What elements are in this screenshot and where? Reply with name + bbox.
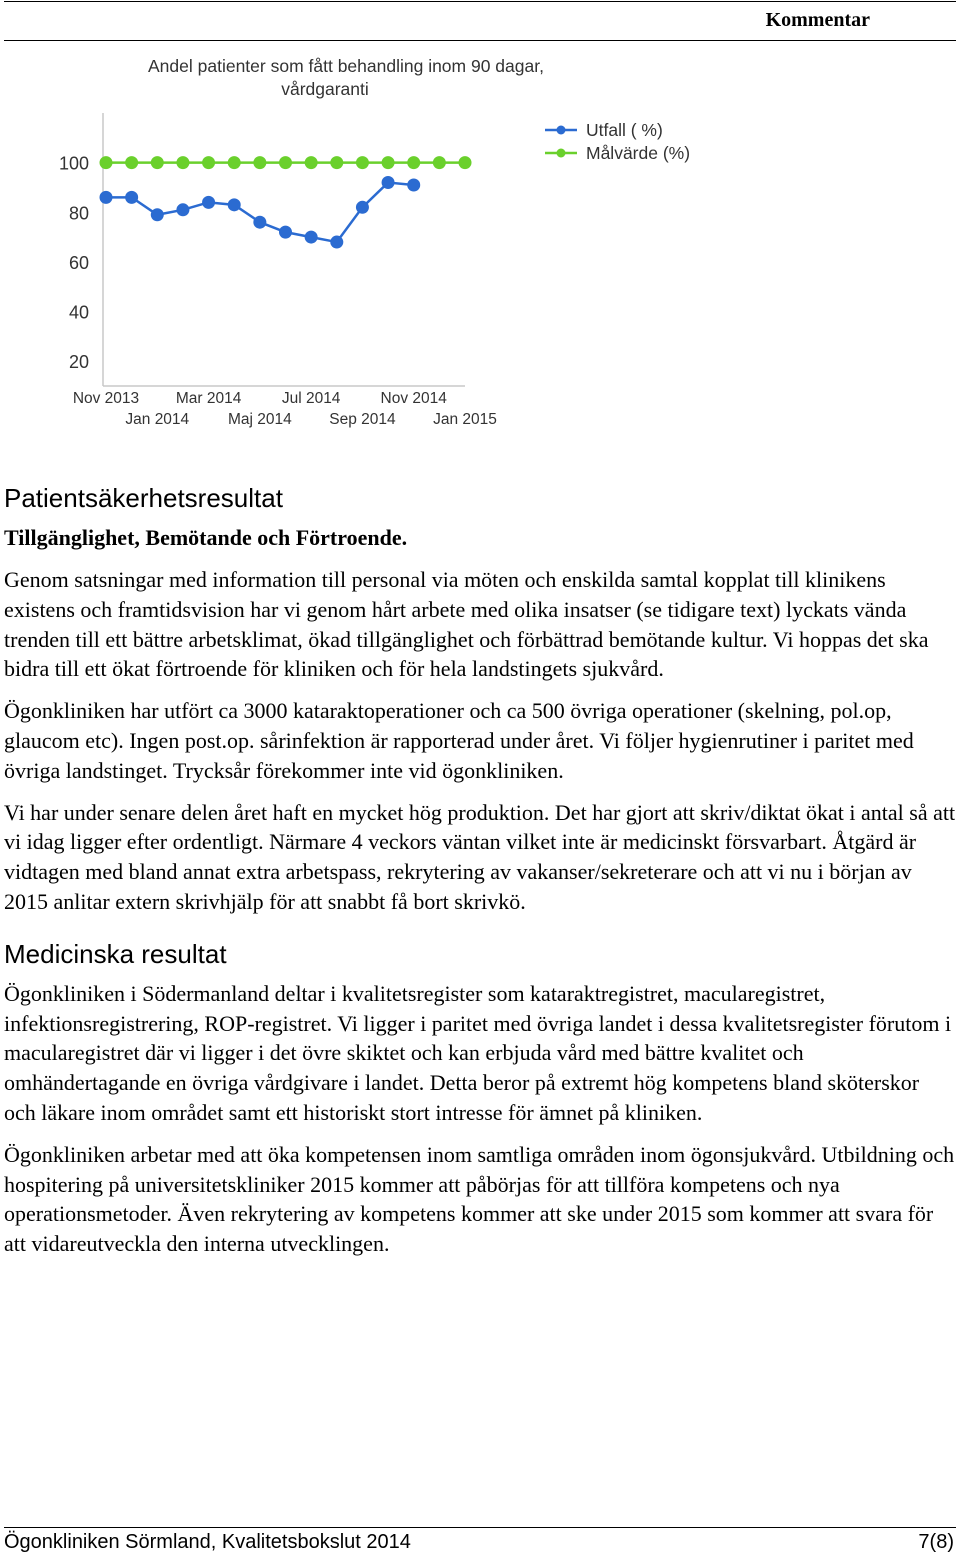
data-point [330, 156, 343, 169]
data-point [253, 216, 266, 229]
data-point [176, 203, 189, 216]
y-tick-label: 20 [68, 352, 89, 373]
y-tick-label: 100 [58, 153, 89, 174]
paragraph: Ögonkliniken arbetar med att öka kompetensen inom samtliga områden inom ögonsjukvård. Utbildning och hospitering på universitetskliniker 2015 kommer att påbörjas för att tillföra kompetens och nya operationsmetoder. Även rekrytering av kompetens kommer att ske under 2015 som kommer att svara för att vidareutveckla den interna utvecklingen. [4, 1141, 955, 1257]
y-tick-label: 60 [68, 252, 89, 273]
data-point [305, 231, 318, 244]
data-point [382, 176, 395, 189]
data-point [228, 156, 241, 169]
x-tick-label: Jan 2014 [125, 411, 190, 428]
data-point [459, 156, 472, 169]
data-point [125, 156, 138, 169]
legend-label: Målvärde (%) [586, 143, 691, 163]
data-point [202, 156, 215, 169]
data-point [151, 208, 164, 221]
x-tick-label: Mar 2014 [175, 390, 242, 407]
header-rule [4, 40, 956, 41]
data-point [151, 156, 164, 169]
data-point [202, 196, 215, 209]
legend-label: Utfall ( %) [586, 120, 663, 140]
waiting-time-chart [40, 48, 720, 448]
paragraph: Ögonkliniken i Södermanland deltar i kvalitetsregister som kataraktregistret, macularegistret, infektionsregistrering, ROP-registret. Vi ligger i paritet med övriga landet i dessa kvalitetsregister förutom i macularegistret där vi ligger i det övre skiktet och kan erbjuda vård med bättre kvalitet och omhändertagande en övriga vårdgivare i landet. Detta beror på extremt hög kompetens bland sköterskor och läkare inom området samt ett historiskt stort intresse för ämnet på kliniken. [4, 980, 952, 1125]
data-point [433, 156, 446, 169]
data-point [305, 156, 318, 169]
x-tick-label: Maj 2014 [227, 411, 292, 428]
data-point [407, 178, 420, 191]
chart-title [148, 56, 544, 99]
legend-swatch-dot [557, 126, 566, 135]
x-tick-label: Jul 2014 [281, 390, 341, 407]
top-rule [4, 1, 956, 2]
header-label: Kommentar [765, 9, 870, 31]
data-point [176, 156, 189, 169]
y-tick-label: 40 [68, 302, 89, 323]
page-number: 7(8) [918, 1531, 954, 1553]
data-point [228, 198, 241, 211]
section-medicinska-resultat [4, 937, 956, 1259]
chart-title-line: Andel patienter som fått behandling inom 90 dagar, [148, 56, 544, 76]
data-point [279, 156, 292, 169]
section-heading: Patientsäkerhetsresultat [4, 483, 283, 513]
x-tick-label: Nov 2013 [72, 390, 140, 407]
y-tick-label: 80 [68, 203, 89, 224]
x-axis [73, 386, 497, 428]
data-point [100, 191, 113, 204]
x-tick-label: Jan 2015 [433, 411, 497, 428]
x-tick-label: Sep 2014 [329, 411, 396, 428]
section-heading: Medicinska resultat [4, 938, 227, 969]
paragraph: Genom satsningar med information till personal via möten och enskilda samtal kopplat till klinikens existens och framtidsvision har vi genom hårt arbete med olika insatser (se tidigare text) lyckats vända trenden till ett bättre arbetsklimat, ökad tillgänglighet och förbättrad bemötande kultur. Vi hoppas det ska bidra till ett ökat förtroende för kliniken och för hela landstingets sjukvård. [4, 567, 929, 682]
section-patientsakerhet [4, 481, 956, 917]
series-layer [100, 156, 472, 248]
data-point [356, 156, 369, 169]
data-point [279, 226, 292, 239]
document-body [4, 481, 956, 1271]
data-point [382, 156, 395, 169]
section-subheading: Tillgänglighet, Bemötande och Förtroende. [4, 525, 408, 550]
data-point [356, 201, 369, 214]
y-axis [59, 113, 103, 386]
data-point [125, 191, 138, 204]
footer-rule [4, 1527, 956, 1528]
footer-title: Ögonkliniken Sörmland, Kvalitetsbokslut 2014 [4, 1531, 411, 1553]
x-tick-label: Nov 2014 [380, 390, 447, 407]
paragraph: Ögonkliniken har utfört ca 3000 kataraktoperationer och ca 500 övriga operationer (skelning, pol.op, glaucom etc). Ingen post.op. sårinfektion är rapporterad under året. Vi följer hygienrutiner i paritet med övriga landstinget. Trycksår förekommer inte vid ögonkliniken. [4, 698, 914, 783]
legend-swatch-dot [557, 149, 566, 158]
chart-legend [545, 120, 690, 163]
data-point [253, 156, 266, 169]
series-0 [100, 176, 421, 249]
data-point [330, 236, 343, 249]
data-point [407, 156, 420, 169]
data-point [100, 156, 113, 169]
paragraph: Vi har under senare delen året haft en mycket hög produktion. Det har gjort att skriv/diktat ökat i antal så att vi idag ligger efter ordentligt. Närmare 4 veckors väntan vilket inte är medicinskt försvarbart. Åtgärd är vidtagen med bland annat extra arbetspass, rekrytering av vakanser/sekreterare och att vi nu i början av 2015 anlitar extern skrivhjälp för att snabbt få bort skrivkö. [4, 799, 956, 914]
series-1 [100, 156, 472, 169]
chart-title-line: vårdgaranti [281, 79, 369, 99]
